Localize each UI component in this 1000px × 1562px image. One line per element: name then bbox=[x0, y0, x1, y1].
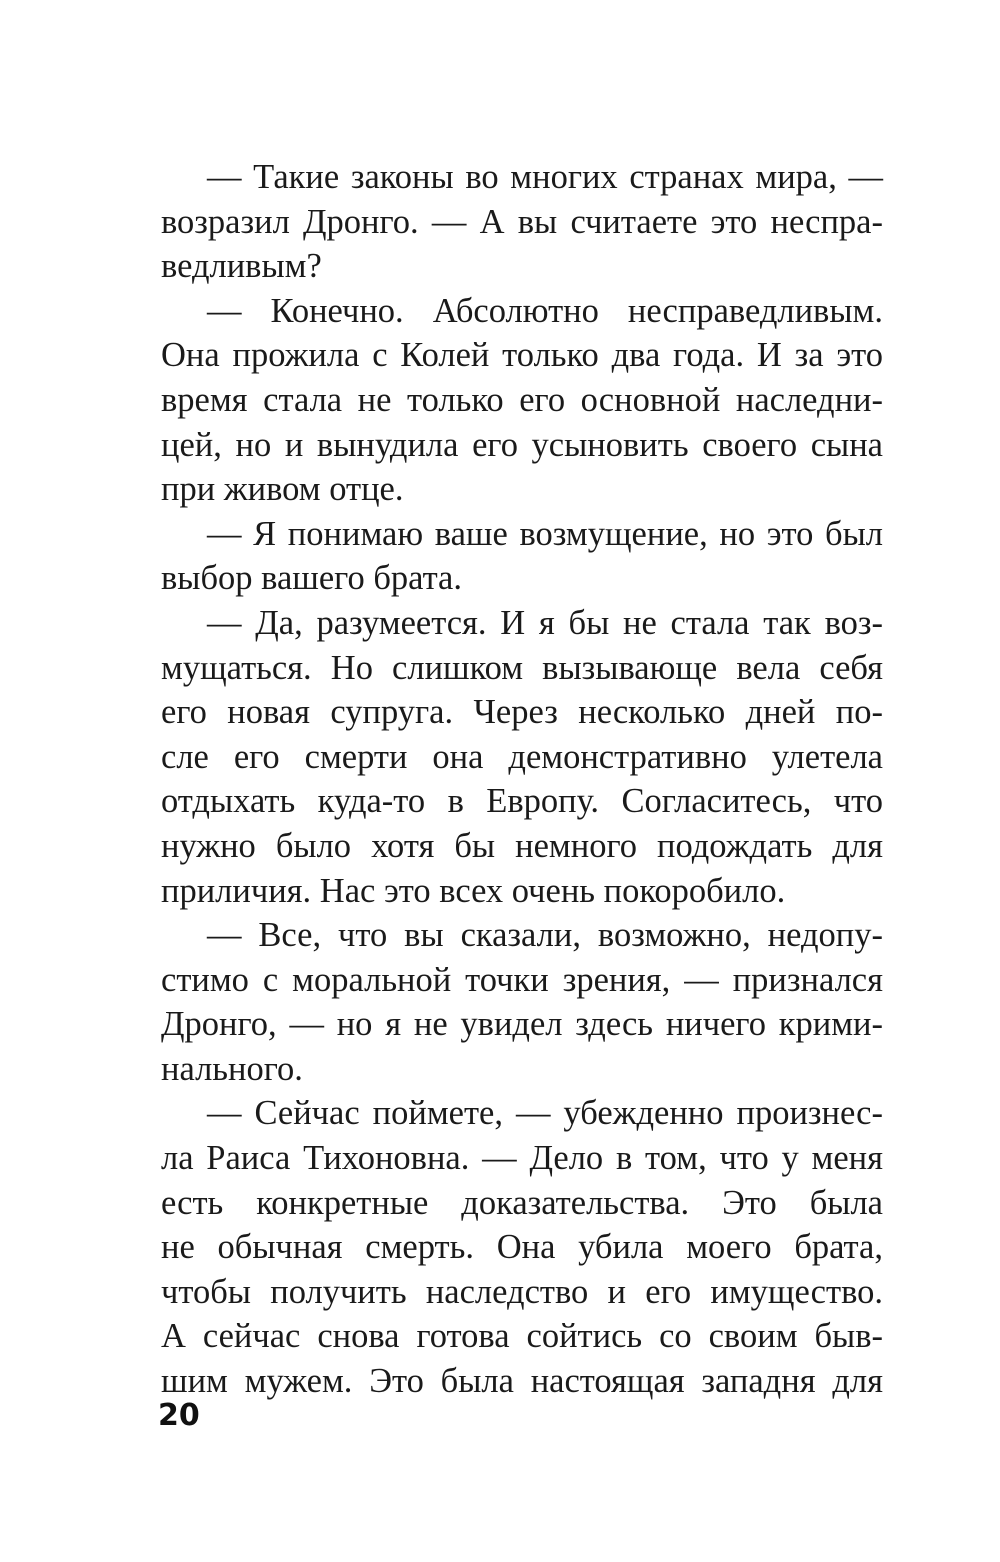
text-line: — Сейчас поймете, — убежденно произнес- bbox=[207, 1094, 883, 1133]
text-line: время стала не только его основной наследни- bbox=[161, 380, 883, 419]
text-line: ведливым? bbox=[161, 247, 322, 286]
text-line: есть конкретные доказательства. Это была bbox=[161, 1183, 883, 1222]
text-line: Дронго, — но я не увидел здесь ничего крими- bbox=[161, 1005, 883, 1044]
text-line: шим мужем. Это была настоящая западня для bbox=[161, 1362, 883, 1401]
text-line: — Конечно. Абсолютно несправедливым. bbox=[207, 291, 883, 330]
text-line: Она прожила с Колей только два года. И за это bbox=[161, 336, 883, 375]
text-line: приличия. Нас это всех очень покоробило. bbox=[161, 871, 786, 910]
text-line: не обычная смерть. Она убила моего брата, bbox=[161, 1228, 883, 1267]
text-line: стимо с моральной точки зрения, — признался bbox=[161, 960, 883, 999]
text-line: выбор вашего брата. bbox=[161, 559, 462, 598]
text-line: ла Раиса Тихоновна. — Дело в том, что у меня bbox=[161, 1139, 883, 1178]
text-line: при живом отце. bbox=[161, 470, 404, 509]
page-number: 20 bbox=[158, 1398, 200, 1433]
text-line: А сейчас снова готова сойтись со своим быв- bbox=[161, 1317, 883, 1356]
text-line: сле его смерти она демонстративно улетела bbox=[161, 737, 883, 776]
text-line: отдыхать куда-то в Европу. Согласитесь, что bbox=[161, 782, 883, 821]
text-line: чтобы получить наследство и его имущество. bbox=[161, 1272, 883, 1311]
text-line: нужно было хотя бы немного подождать для bbox=[161, 826, 883, 865]
text-line: нального. bbox=[161, 1049, 303, 1088]
text-line: мущаться. Но слишком вызывающе вела себя bbox=[161, 648, 883, 687]
body-text bbox=[161, 155, 883, 1404]
text-line: его новая супруга. Через несколько дней по- bbox=[161, 693, 883, 732]
text-line: — Такие законы во многих странах мира, — bbox=[207, 158, 883, 196]
text-line: — Я понимаю ваше возмущение, но это был bbox=[207, 514, 883, 553]
text-line: — Да, разумеется. И я бы не стала так воз- bbox=[207, 603, 883, 642]
text-line: цей, но и вынудила его усыновить своего сына bbox=[161, 425, 883, 464]
text-line: — Все, что вы сказали, возможно, недопу- bbox=[207, 916, 883, 955]
text-line: возразил Дронго. — А вы считаете это неспра- bbox=[161, 202, 883, 241]
